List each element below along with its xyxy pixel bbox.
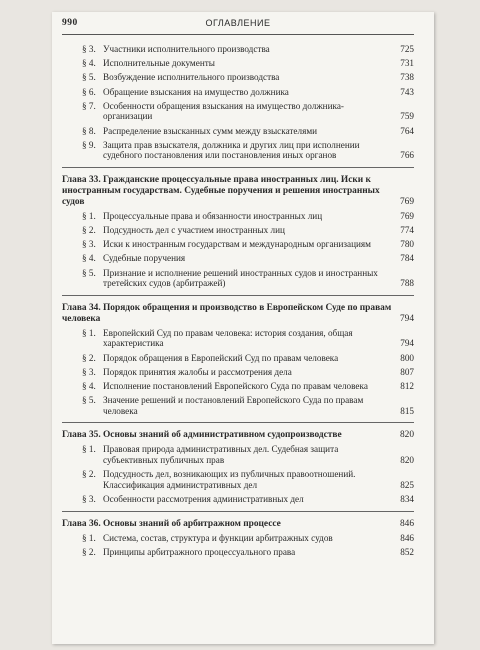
chapter-page-number: 820 xyxy=(399,430,414,441)
section-title: Особенности обращения взыскания на имущество должника-организации xyxy=(103,100,344,122)
section-title: Исполнительные документы xyxy=(103,58,215,69)
chapter-heading[interactable] xyxy=(62,303,414,325)
section-page-number: 834 xyxy=(400,493,414,504)
chapter-title: Глава 34. Порядок обращения и производство в Европейском Суде по правам человека xyxy=(62,302,392,324)
section-number: § 4. xyxy=(82,58,96,69)
section-title: Принципы арбитражного процессуального права xyxy=(103,546,296,557)
section-page-number: 820 xyxy=(400,454,414,465)
section-number: § 1. xyxy=(82,444,96,455)
toc-entry[interactable] xyxy=(62,44,414,55)
section-page-number: 794 xyxy=(400,338,414,349)
section-number: § 1. xyxy=(82,210,96,221)
toc-entry[interactable] xyxy=(62,58,414,69)
chapter-title: Глава 35. Основы знаний об административном судопроизводстве xyxy=(62,430,342,441)
section-number: § 3. xyxy=(82,44,96,54)
toc-entry[interactable] xyxy=(62,253,414,264)
section-title: Особенности рассмотрения административных дел xyxy=(103,493,304,504)
section-page-number: 769 xyxy=(400,210,414,221)
toc-entry[interactable] xyxy=(62,140,414,161)
section-page-number: 825 xyxy=(400,479,414,490)
section-divider xyxy=(62,295,414,296)
section-number: § 4. xyxy=(82,381,96,391)
toc-entry[interactable] xyxy=(62,547,414,558)
section-page-number: 852 xyxy=(400,546,414,557)
toc-entry[interactable] xyxy=(62,72,414,83)
book-page xyxy=(52,12,434,644)
section-page-number: 800 xyxy=(400,352,414,363)
section-page-number: 725 xyxy=(400,44,414,54)
section-number: § 3. xyxy=(82,366,96,377)
section-number: § 2. xyxy=(82,469,96,480)
section-title: Подсудность дел, возникающих из публичных правоотношений. Классификация административных дел xyxy=(103,469,356,490)
section-page-number: 738 xyxy=(400,72,414,83)
section-number: § 5. xyxy=(82,395,96,406)
section-page-number: 815 xyxy=(400,405,414,416)
section-title: Участники исполнительного производства xyxy=(103,44,270,54)
section-title: Европейский Суд по правам человека: история создания, общая характеристика xyxy=(103,327,353,349)
section-page-number: 759 xyxy=(400,111,414,122)
section-title: Подсудность дел с участием иностранных лиц xyxy=(103,225,285,236)
toc-entry[interactable] xyxy=(62,533,414,544)
section-title: Исполнение постановлений Европейского Суда по правам человека xyxy=(103,381,368,391)
running-title: ОГЛАВЛЕНИЕ xyxy=(205,18,271,28)
chapter-heading[interactable] xyxy=(62,175,414,208)
section-title: Процессуальные права и обязанности иностранных лиц xyxy=(103,210,323,221)
section-title: Порядок принятия жалобы и рассмотрения дела xyxy=(103,366,292,377)
section-title: Обращение взыскания на имущество должника xyxy=(103,86,289,97)
section-page-number: 784 xyxy=(400,253,414,264)
section-page-number: 774 xyxy=(400,225,414,236)
section-number: § 7. xyxy=(82,100,96,111)
section-title: Иски к иностранным государствам и международным организациям xyxy=(103,239,371,250)
section-title: Судебные поручения xyxy=(103,253,186,264)
toc-entry[interactable] xyxy=(62,211,414,222)
chapter-heading[interactable] xyxy=(62,519,414,530)
section-divider xyxy=(62,422,414,423)
section-title: Система, состав, структура и функции арбитражных судов xyxy=(103,532,333,543)
section-page-number: 807 xyxy=(400,366,414,377)
section-page-number: 812 xyxy=(400,381,414,391)
chapter-title: Глава 36. Основы знаний об арбитражном процессе xyxy=(62,518,281,529)
chapter-heading[interactable] xyxy=(62,430,414,441)
section-page-number: 788 xyxy=(400,278,414,289)
section-page-number: 846 xyxy=(400,532,414,543)
toc-entry[interactable] xyxy=(62,101,414,122)
toc-entry[interactable] xyxy=(62,353,414,364)
section-number: § 2. xyxy=(82,546,96,557)
toc-entry[interactable] xyxy=(62,381,414,392)
section-number: § 2. xyxy=(82,352,96,363)
section-page-number: 731 xyxy=(400,58,414,69)
section-title: Значение решений и постановлений Европейского Суда по правам человека xyxy=(103,395,364,416)
section-title: Возбуждение исполнительного производства xyxy=(103,72,280,83)
section-divider xyxy=(62,167,414,168)
section-number: § 5. xyxy=(82,72,96,83)
section-number: § 9. xyxy=(82,139,96,150)
section-title: Порядок обращения в Европейский Суд по правам человека xyxy=(103,352,339,363)
section-page-number: 743 xyxy=(400,86,414,97)
toc-entry[interactable] xyxy=(62,444,414,465)
toc-entry[interactable] xyxy=(62,268,414,289)
section-page-number: 766 xyxy=(400,150,414,161)
section-number: § 3. xyxy=(82,493,96,504)
chapter-page-number: 769 xyxy=(399,196,414,207)
section-number: § 4. xyxy=(82,253,96,264)
toc-entry[interactable] xyxy=(62,395,414,416)
section-number: § 5. xyxy=(82,267,96,278)
section-number: § 3. xyxy=(82,239,96,250)
chapter-page-number: 846 xyxy=(399,518,414,529)
section-divider xyxy=(62,511,414,512)
section-number: § 1. xyxy=(82,327,96,338)
chapter-title: Глава 33. Гражданские процессуальные права иностранных лиц. Иски к иностранным государствам. Судебные поручения и решения иностранных судов xyxy=(62,174,380,207)
toc-entry[interactable] xyxy=(62,367,414,378)
section-title: Признание и исполнение решений иностранных судов и иностранных третейских судов (арбитражей) xyxy=(103,267,378,289)
toc-entry[interactable] xyxy=(62,239,414,250)
header-rule xyxy=(62,34,414,35)
chapter-page-number: 794 xyxy=(399,313,414,324)
section-page-number: 764 xyxy=(400,125,414,136)
section-number: § 6. xyxy=(82,86,96,97)
toc-entry[interactable] xyxy=(62,469,414,490)
section-title: Защита прав взыскателя, должника и других лиц при исполнении судебного постановления или постановления иных органов xyxy=(103,139,360,161)
table-of-contents xyxy=(62,44,414,561)
section-number: § 1. xyxy=(82,532,96,543)
running-head xyxy=(62,16,414,34)
section-number: § 2. xyxy=(82,225,96,236)
section-number: § 8. xyxy=(82,125,96,136)
toc-entry[interactable] xyxy=(62,87,414,98)
page-number: 990 xyxy=(62,18,78,28)
section-page-number: 780 xyxy=(400,239,414,250)
toc-entry[interactable] xyxy=(62,328,414,349)
section-title: Правовая природа административных дел. Судебная защита субъективных публичных прав xyxy=(103,444,339,465)
toc-entry[interactable] xyxy=(62,225,414,236)
section-title: Распределение взысканных сумм между взыскателями xyxy=(103,125,318,136)
toc-entry[interactable] xyxy=(62,126,414,137)
toc-entry[interactable] xyxy=(62,494,414,505)
